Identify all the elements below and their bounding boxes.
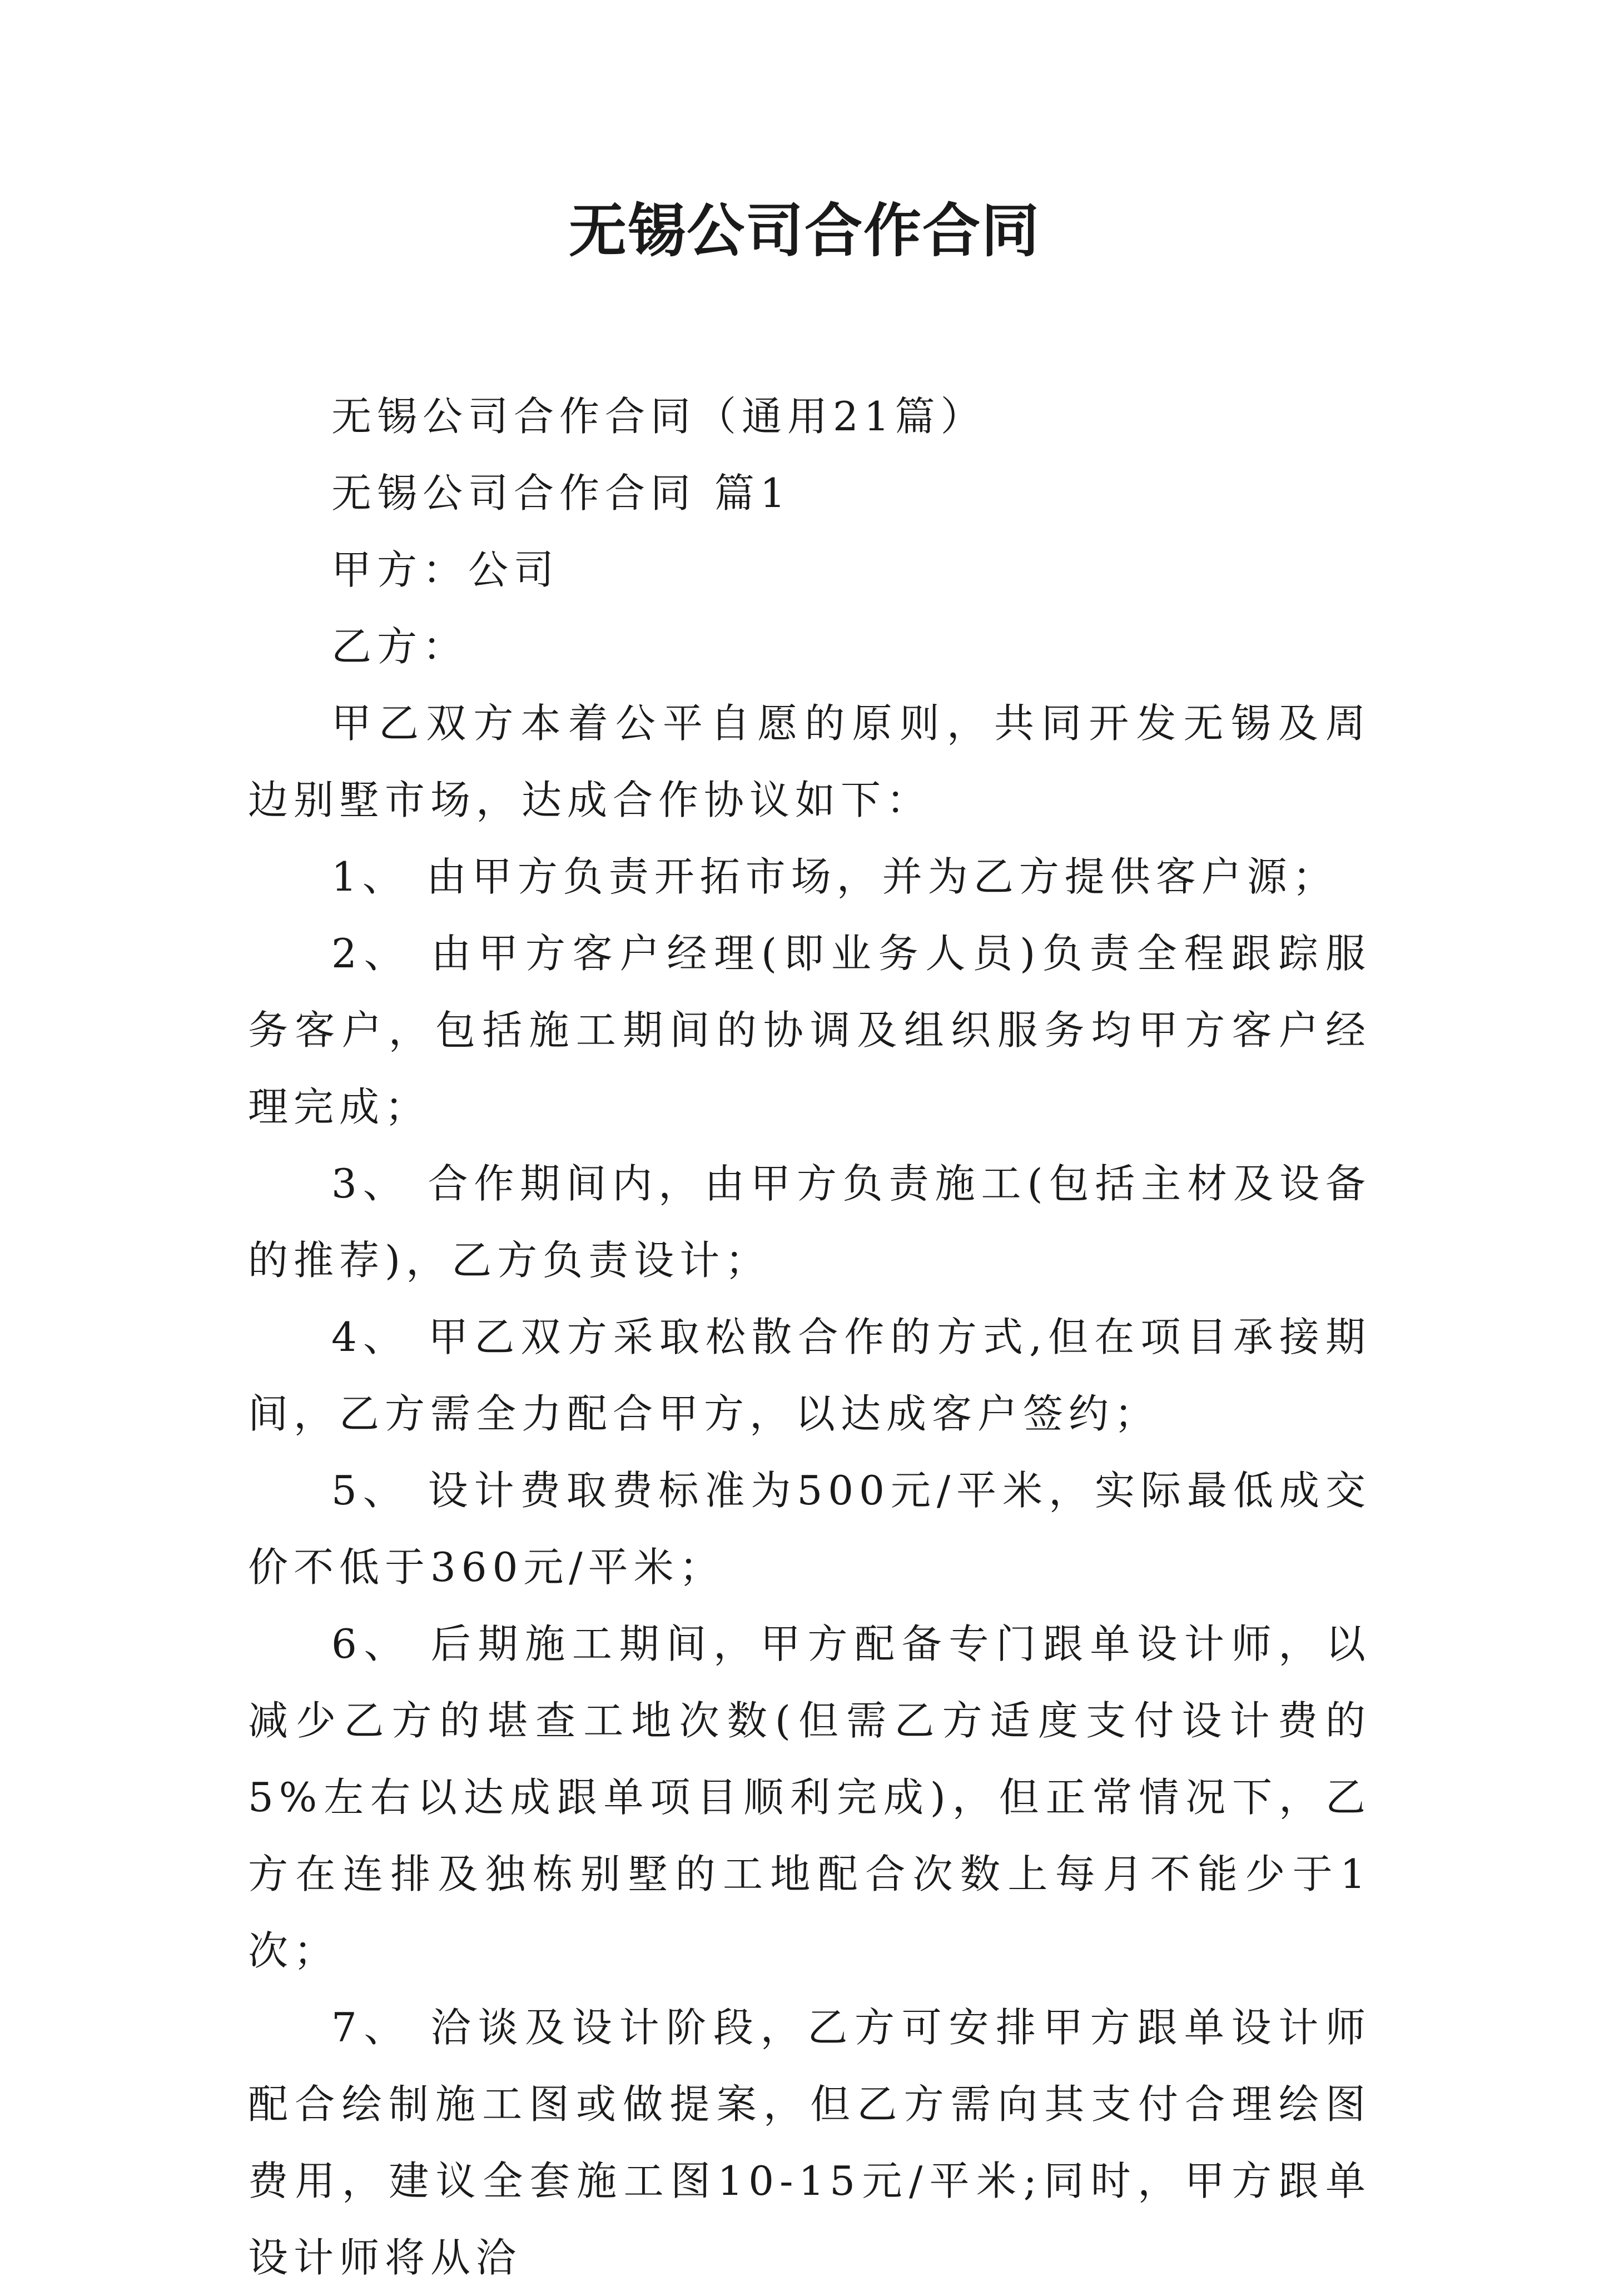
- paragraph-clause-3: 3、 合作期间内，由甲方负责施工(包括主材及设备的推荐)，乙方负责设计；: [248, 1160, 1371, 1284]
- paragraph-doc-heading: 无锡公司合作合同（通用21篇）: [331, 393, 986, 440]
- paragraph-clause-4: 4、 甲乙双方采取松散合作的方式,但在项目承接期间，乙方需全力配合甲方，以达成客户签约；: [248, 1314, 1371, 1437]
- paragraph-party-a: 甲方：公司: [331, 546, 560, 593]
- paragraph-clause-5: 5、 设计费取费标准为500元/平米，实际最低成交价不低于360元/平米；: [248, 1467, 1371, 1591]
- paragraph-section-heading: 无锡公司合作合同 篇1: [331, 470, 791, 516]
- document-body: [248, 378, 1371, 2296]
- paragraph-preamble: 甲乙双方本着公平自愿的原则，共同开发无锡及周边别墅市场，达成合作协议如下：: [248, 700, 1371, 823]
- document-title: 无锡公司合作合同: [568, 196, 1040, 265]
- paragraph-clause-7: 7、 洽谈及设计阶段，乙方可安排甲方跟单设计师配合绘制施工图或做提案，但乙方需向其支付合理绘图费用，建议全套施工图10-15元/平米;同时，甲方跟单设计师将从洽: [248, 2004, 1371, 2281]
- paragraph-clause-6: 6、 后期施工期间，甲方配备专门跟单设计师，以减少乙方的堪查工地次数(但需乙方适度支付设计费的5%左右以达成跟单项目顺利完成)，但正常情况下，乙方在连排及独栋别墅的工地配合次数上每月不能少于1次；: [248, 1621, 1371, 1974]
- paragraph-party-b: 乙方：: [331, 623, 469, 670]
- paragraph-clause-1: 1、 由甲方负责开拓市场，并为乙方提供客户源；: [331, 853, 1338, 900]
- paragraph-clause-2: 2、 由甲方客户经理(即业务人员)负责全程跟踪服务客户，包括施工期间的协调及组织服务均甲方客户经理完成；: [248, 930, 1371, 1130]
